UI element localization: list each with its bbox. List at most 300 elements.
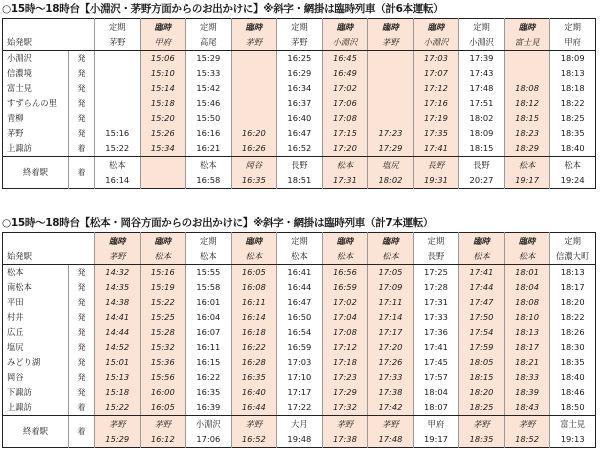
origin-cell: 茅野 xyxy=(277,35,323,51)
time-cell: 18:08 xyxy=(504,81,550,96)
destination-cell: 塩尻 xyxy=(368,157,414,174)
origin-cell: 甲府 xyxy=(140,35,186,51)
time-cell: 16:34 xyxy=(277,81,323,96)
train-type-cell: 臨時 xyxy=(140,19,186,36)
destination-time-cell: 16:14 xyxy=(95,173,141,189)
time-cell: 18:13 xyxy=(550,66,596,81)
station-name: 平田 xyxy=(7,297,24,308)
time-cell: 16:44 xyxy=(231,400,277,416)
time-cell: 18:04 xyxy=(504,280,550,295)
time-cell: 15:14 xyxy=(140,81,186,96)
origin-cell: 甲府 xyxy=(550,35,596,51)
time-cell: 17:47 xyxy=(459,295,505,310)
time-cell xyxy=(95,51,141,67)
time-cell xyxy=(504,66,550,81)
time-cell: 16:25 xyxy=(277,51,323,67)
time-cell: 17:50 xyxy=(459,310,505,325)
time-cell: 15:16 xyxy=(95,126,141,141)
time-cell: 15:28 xyxy=(140,325,186,340)
time-cell: 16:45 xyxy=(322,51,368,67)
destination-time-cell: 18:35 xyxy=(459,432,505,448)
origin-cell: 長野 xyxy=(413,249,459,265)
time-cell: 18:35 xyxy=(550,355,596,370)
destination-cell: 松本 xyxy=(186,157,232,174)
origin-cell: 松本 xyxy=(459,249,505,265)
station-row xyxy=(3,355,596,370)
origin-cell: 松本 xyxy=(186,249,232,265)
time-cell: 17:16 xyxy=(413,96,459,111)
origin-cell: 小淵沢 xyxy=(459,35,505,51)
time-cell: 18:29 xyxy=(504,141,550,157)
time-cell: 17:12 xyxy=(413,81,459,96)
time-cell: 17:20 xyxy=(368,340,414,355)
origin-cell: 松本 xyxy=(231,249,277,265)
origin-row xyxy=(3,249,596,265)
time-cell: 16:14 xyxy=(231,310,277,325)
time-cell: 17:09 xyxy=(368,280,414,295)
time-cell: 18:13 xyxy=(550,265,596,281)
train-type-cell: 定期 xyxy=(186,233,232,250)
destination-cell: 松本 xyxy=(550,157,596,174)
destination-cell: 茅野 xyxy=(459,416,505,433)
station-row xyxy=(3,96,596,111)
destination-cell: 富士見 xyxy=(550,416,596,433)
station-mark: 発 xyxy=(69,295,95,310)
station-row xyxy=(3,126,596,141)
destination-cell: 茅野 xyxy=(95,416,141,433)
time-cell: 17:17 xyxy=(277,385,323,400)
destination-time-cell: 18:51 xyxy=(277,173,323,189)
destination-cell: 小淵沢 xyxy=(186,416,232,433)
station-row xyxy=(3,280,596,295)
time-cell: 16:28 xyxy=(231,355,277,370)
time-cell: 16:15 xyxy=(186,355,232,370)
time-cell: 14:38 xyxy=(95,295,141,310)
station-row xyxy=(3,370,596,385)
station-mark: 発 xyxy=(69,385,95,400)
time-cell: 16:29 xyxy=(277,66,323,81)
time-cell: 17:42 xyxy=(368,400,414,416)
time-cell: 15:55 xyxy=(186,265,232,281)
timetable-2 xyxy=(2,232,596,448)
time-cell: 15:16 xyxy=(140,265,186,281)
time-cell: 16:56 xyxy=(322,265,368,281)
station-name: 岡谷 xyxy=(7,372,24,383)
station-name: 上諏訪 xyxy=(3,400,69,416)
time-cell: 14:32 xyxy=(95,265,141,281)
terminal-mark: 着 xyxy=(69,157,95,189)
time-cell: 16:26 xyxy=(231,141,277,157)
time-cell: 17:04 xyxy=(322,310,368,325)
train-type-row xyxy=(3,19,596,36)
time-cell: 16:18 xyxy=(231,325,277,340)
destination-time-cell: 17:31 xyxy=(322,173,368,189)
time-cell: 17:29 xyxy=(322,385,368,400)
time-cell: 18:40 xyxy=(550,141,596,157)
time-cell: 18:10 xyxy=(504,310,550,325)
origin-cell: 茅野 xyxy=(368,35,414,51)
time-cell xyxy=(368,51,414,67)
train-type-cell: 定期 xyxy=(550,233,596,250)
time-cell: 18:15 xyxy=(459,141,505,157)
origin-cell: 小淵沢 xyxy=(413,35,459,51)
station-row xyxy=(3,265,596,281)
destination-time-cell: 20:27 xyxy=(459,173,505,189)
time-cell: 16:21 xyxy=(186,141,232,157)
train-type-cell: 臨時 xyxy=(504,233,550,250)
time-cell: 15:34 xyxy=(140,141,186,157)
time-cell: 15:01 xyxy=(95,355,141,370)
destination-time-cell xyxy=(140,173,186,189)
destination-time-cell: 18:02 xyxy=(368,173,414,189)
time-cell: 16:44 xyxy=(277,280,323,295)
time-cell: 17:02 xyxy=(322,295,368,310)
time-cell: 15:06 xyxy=(140,51,186,67)
station-mark: 発 xyxy=(69,355,95,370)
time-cell: 17:03 xyxy=(277,355,323,370)
origin-cell: 松本 xyxy=(368,249,414,265)
station-name: 茅野 xyxy=(7,128,24,139)
time-cell xyxy=(95,111,141,126)
time-cell: 15:26 xyxy=(140,126,186,141)
train-type-cell: 臨時 xyxy=(413,19,459,36)
time-cell: 17:41 xyxy=(413,141,459,157)
time-cell: 18:08 xyxy=(504,295,550,310)
time-cell: 17:15 xyxy=(322,126,368,141)
origin-label: 始発駅 xyxy=(3,35,95,51)
train-type-cell: 定期 xyxy=(550,19,596,36)
time-cell: 15:32 xyxy=(140,340,186,355)
origin-cell: 松本 xyxy=(322,249,368,265)
time-cell: 16:52 xyxy=(277,141,323,157)
time-cell: 17:03 xyxy=(413,51,459,67)
time-cell xyxy=(368,66,414,81)
station-name: 村井 xyxy=(7,312,24,323)
time-cell: 17:07 xyxy=(413,66,459,81)
time-cell: 15:20 xyxy=(140,111,186,126)
header-blank xyxy=(3,19,95,36)
time-cell: 17:43 xyxy=(459,66,505,81)
destination-time-cell: 15:29 xyxy=(95,432,141,448)
train-type-cell: 臨時 xyxy=(459,233,505,250)
time-cell: 15:29 xyxy=(186,51,232,67)
origin-cell: 茅野 xyxy=(95,35,141,51)
destination-cell: 松本 xyxy=(322,157,368,174)
origin-row xyxy=(3,35,596,51)
time-cell: 18:02 xyxy=(459,111,505,126)
time-cell: 18:30 xyxy=(550,340,596,355)
time-cell: 16:08 xyxy=(231,280,277,295)
time-cell: 17:28 xyxy=(413,280,459,295)
time-cell: 17:31 xyxy=(413,295,459,310)
time-cell: 17:33 xyxy=(413,310,459,325)
time-cell: 14:35 xyxy=(95,280,141,295)
time-cell xyxy=(95,66,141,81)
origin-cell: 松本 xyxy=(504,249,550,265)
destination-cell: 松本 xyxy=(95,157,141,174)
station-row xyxy=(3,81,596,96)
destination-time-cell: 16:12 xyxy=(140,432,186,448)
station-name: 上諏訪 xyxy=(3,141,69,157)
time-cell: 16:16 xyxy=(186,126,232,141)
destination-cell: 茅野 xyxy=(140,416,186,433)
time-cell: 18:35 xyxy=(550,126,596,141)
station-name: 小淵沢 xyxy=(7,53,32,64)
station-row xyxy=(3,66,596,81)
destination-cell: 茅野 xyxy=(231,416,277,433)
train-type-cell: 定期 xyxy=(186,19,232,36)
time-cell: 16:59 xyxy=(277,340,323,355)
time-cell: 16:47 xyxy=(277,126,323,141)
destination-cell xyxy=(140,157,186,174)
destination-cell: 大月 xyxy=(277,416,323,433)
station-mark: 発 xyxy=(69,370,95,385)
time-cell: 18:40 xyxy=(550,370,596,385)
time-cell: 18:50 xyxy=(550,400,596,416)
time-cell: 17:25 xyxy=(413,265,459,281)
time-cell: 17:44 xyxy=(459,280,505,295)
time-cell xyxy=(368,111,414,126)
destination-cell: 長野 xyxy=(413,157,459,174)
time-cell: 16:20 xyxy=(231,126,277,141)
destination-time-cell: 16:52 xyxy=(231,432,277,448)
time-cell: 18:04 xyxy=(413,385,459,400)
station-name: 富士見 xyxy=(7,83,32,94)
time-cell: 17:48 xyxy=(459,81,505,96)
station-mark: 発 xyxy=(69,66,95,81)
header-blank xyxy=(3,233,95,250)
time-cell: 16:05 xyxy=(231,265,277,281)
time-cell: 17:54 xyxy=(459,325,505,340)
time-cell: 16:11 xyxy=(186,340,232,355)
time-cell: 17:57 xyxy=(413,370,459,385)
time-cell: 17:59 xyxy=(459,340,505,355)
train-type-cell: 臨時 xyxy=(140,233,186,250)
time-cell: 16:11 xyxy=(231,295,277,310)
train-type-cell: 臨時 xyxy=(322,233,368,250)
destination-cell: 長野 xyxy=(277,157,323,174)
time-cell: 17:23 xyxy=(368,126,414,141)
station-mark: 着 xyxy=(69,400,95,416)
origin-cell: 茅野 xyxy=(95,249,141,265)
time-cell: 15:22 xyxy=(95,400,141,416)
time-cell: 18:46 xyxy=(550,385,596,400)
station-name: 青柳 xyxy=(7,113,24,124)
train-type-row xyxy=(3,233,596,250)
station-row xyxy=(3,51,596,67)
time-cell: 18:22 xyxy=(550,310,596,325)
time-cell: 16:54 xyxy=(277,325,323,340)
time-cell: 16:40 xyxy=(231,385,277,400)
time-cell: 15:42 xyxy=(186,81,232,96)
time-cell: 18:09 xyxy=(550,51,596,67)
station-row xyxy=(3,385,596,400)
train-type-cell: 定期 xyxy=(459,19,505,36)
station-row xyxy=(3,295,596,310)
origin-cell: 富士見 xyxy=(504,35,550,51)
station-name: 松本 xyxy=(7,267,24,278)
time-cell xyxy=(95,96,141,111)
time-cell: 17:33 xyxy=(368,370,414,385)
time-cell: 15:25 xyxy=(140,310,186,325)
time-cell xyxy=(231,96,277,111)
time-cell: 18:15 xyxy=(459,370,505,385)
time-cell: 16:22 xyxy=(231,340,277,355)
station-row xyxy=(3,325,596,340)
destination-cell: 茅野 xyxy=(504,416,550,433)
time-cell: 18:20 xyxy=(550,295,596,310)
time-cell: 18:01 xyxy=(504,265,550,281)
time-cell: 17:41 xyxy=(413,340,459,355)
destination-time-cell: 17:48 xyxy=(368,432,414,448)
train-type-cell: 定期 xyxy=(95,19,141,36)
time-cell: 18:33 xyxy=(504,370,550,385)
time-cell: 17:06 xyxy=(322,96,368,111)
time-cell: 17:22 xyxy=(277,400,323,416)
time-cell: 16:05 xyxy=(140,400,186,416)
time-cell: 17:41 xyxy=(459,265,505,281)
destination-time-cell: 16:35 xyxy=(231,173,277,189)
time-cell: 18:25 xyxy=(459,400,505,416)
train-type-cell: 臨時 xyxy=(322,19,368,36)
time-cell: 15:58 xyxy=(186,280,232,295)
time-cell: 17:23 xyxy=(322,370,368,385)
station-mark: 発 xyxy=(69,265,95,281)
time-cell: 16:50 xyxy=(277,310,323,325)
time-cell: 16:22 xyxy=(186,370,232,385)
time-cell: 16:41 xyxy=(277,265,323,281)
time-cell: 18:21 xyxy=(504,355,550,370)
train-type-cell: 臨時 xyxy=(368,19,414,36)
train-type-cell: 臨時 xyxy=(231,19,277,36)
station-row xyxy=(3,400,596,416)
destination-time-cell: 19:31 xyxy=(413,173,459,189)
station-mark: 発 xyxy=(69,51,95,67)
time-cell: 16:47 xyxy=(277,295,323,310)
terminal-row xyxy=(3,416,596,433)
time-cell xyxy=(368,81,414,96)
origin-cell: 高尾 xyxy=(186,35,232,51)
station-mark: 発 xyxy=(69,340,95,355)
time-cell xyxy=(95,81,141,96)
time-cell: 15:36 xyxy=(140,355,186,370)
train-type-cell: 定期 xyxy=(277,19,323,36)
time-cell: 18:25 xyxy=(550,111,596,126)
time-cell: 17:02 xyxy=(322,81,368,96)
station-mark: 発 xyxy=(69,280,95,295)
time-cell xyxy=(231,81,277,96)
time-cell: 15:18 xyxy=(140,96,186,111)
time-cell xyxy=(504,51,550,67)
destination-cell: 茅野 xyxy=(368,416,414,433)
station-row xyxy=(3,141,596,157)
time-cell: 16:35 xyxy=(186,385,232,400)
time-cell: 18:15 xyxy=(504,111,550,126)
time-cell: 17:45 xyxy=(413,355,459,370)
time-cell: 15:33 xyxy=(186,66,232,81)
station-row xyxy=(3,310,596,325)
time-cell: 14:41 xyxy=(95,310,141,325)
station-mark: 発 xyxy=(69,126,95,141)
section-title-2: ○15時～18時台【松本・岡谷方面からのお出かけに】※斜字・網掛は臨時列車（計7本運転） xyxy=(2,217,434,229)
train-type-cell: 臨時 xyxy=(231,233,277,250)
time-cell: 18:26 xyxy=(550,325,596,340)
station-name: 下諏訪 xyxy=(7,387,32,398)
time-cell xyxy=(231,51,277,67)
train-type-cell: 臨時 xyxy=(368,233,414,250)
time-cell: 17:35 xyxy=(413,126,459,141)
time-cell: 18:18 xyxy=(550,81,596,96)
time-cell xyxy=(231,66,277,81)
time-cell: 16:49 xyxy=(322,66,368,81)
terminal-mark: 着 xyxy=(69,416,95,448)
time-cell: 17:29 xyxy=(368,141,414,157)
time-cell: 16:40 xyxy=(277,111,323,126)
time-cell: 17:36 xyxy=(413,325,459,340)
time-cell: 17:08 xyxy=(322,325,368,340)
time-cell: 17:18 xyxy=(322,355,368,370)
time-cell xyxy=(368,96,414,111)
time-cell: 17:14 xyxy=(368,310,414,325)
station-mark: 発 xyxy=(69,310,95,325)
station-mark: 発 xyxy=(69,81,95,96)
terminal-label: 終着駅 xyxy=(23,426,48,437)
destination-cell: 甲府 xyxy=(413,416,459,433)
destination-cell: 長野 xyxy=(459,157,505,174)
destination-time-cell: 19:13 xyxy=(550,432,596,448)
station-name: 南松本 xyxy=(7,282,32,293)
time-cell: 18:09 xyxy=(459,126,505,141)
train-type-cell: 定期 xyxy=(277,233,323,250)
origin-cell: 松本 xyxy=(140,249,186,265)
time-cell: 17:10 xyxy=(277,370,323,385)
time-cell: 17:51 xyxy=(459,96,505,111)
time-cell: 17:17 xyxy=(368,325,414,340)
station-mark: 発 xyxy=(69,111,95,126)
destination-time-cell: 16:58 xyxy=(186,173,232,189)
time-cell: 18:12 xyxy=(504,96,550,111)
station-name: 信濃境 xyxy=(7,68,32,79)
destination-time-cell: 19:48 xyxy=(277,432,323,448)
time-cell: 18:17 xyxy=(504,340,550,355)
destination-time-cell: 17:38 xyxy=(322,432,368,448)
destination-cell: 茅野 xyxy=(322,416,368,433)
terminal-row xyxy=(3,157,596,174)
time-cell: 18:17 xyxy=(550,280,596,295)
time-cell: 17:11 xyxy=(368,295,414,310)
time-cell: 18:39 xyxy=(504,385,550,400)
time-cell: 16:37 xyxy=(277,96,323,111)
time-cell: 15:10 xyxy=(140,66,186,81)
time-cell: 14:44 xyxy=(95,325,141,340)
time-cell: 17:26 xyxy=(368,355,414,370)
time-cell: 16:39 xyxy=(186,400,232,416)
destination-time-cell: 17:06 xyxy=(186,432,232,448)
time-cell: 16:04 xyxy=(186,310,232,325)
time-cell: 16:07 xyxy=(186,325,232,340)
destination-cell: 松本 xyxy=(504,157,550,174)
origin-cell: 茅野 xyxy=(231,35,277,51)
time-cell xyxy=(231,111,277,126)
origin-cell: 小淵沢 xyxy=(322,35,368,51)
time-cell: 17:08 xyxy=(322,111,368,126)
origin-cell: 松本 xyxy=(277,249,323,265)
time-cell: 17:38 xyxy=(368,385,414,400)
destination-time-cell: 19:24 xyxy=(550,173,596,189)
time-cell: 18:05 xyxy=(459,355,505,370)
station-row xyxy=(3,340,596,355)
station-row xyxy=(3,111,596,126)
